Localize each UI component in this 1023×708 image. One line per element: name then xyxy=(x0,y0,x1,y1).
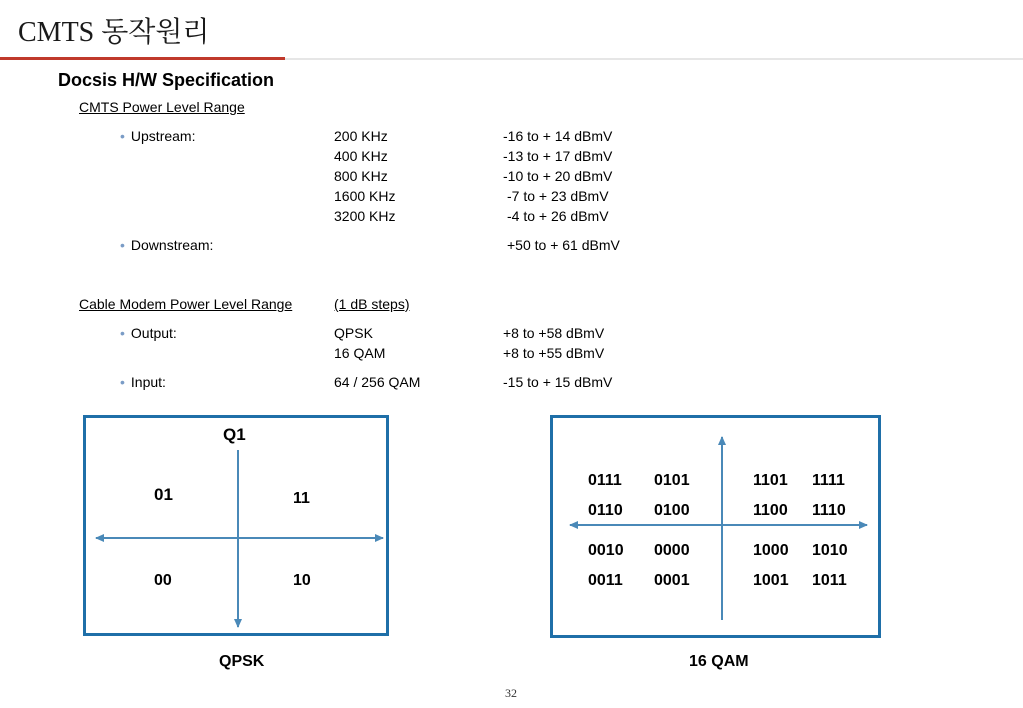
output-bullet: • Output: xyxy=(120,325,177,341)
upstream-freq-2: 800 KHz xyxy=(334,168,388,184)
qpsk-symbol-10: 10 xyxy=(293,572,311,589)
input-label: Input: xyxy=(130,374,166,390)
input-range: -15 to + 15 dBmV xyxy=(503,374,613,390)
qpsk-symbol-01: 01 xyxy=(154,485,173,504)
qam16-symbol: 0011 xyxy=(588,572,623,589)
slide-title: CMTS 동작원리 xyxy=(18,17,210,48)
input-mod: 64 / 256 QAM xyxy=(334,374,421,390)
modem-steps-label: (1 dB steps) xyxy=(334,296,410,312)
qam16-symbol: 1110 xyxy=(812,502,846,519)
output-range-0: +8 to +58 dBmV xyxy=(503,325,605,341)
qam16-caption: 16 QAM xyxy=(689,653,749,670)
upstream-range-1: -13 to + 17 dBmV xyxy=(503,148,613,164)
qam16-symbol: 1111 xyxy=(812,472,845,489)
output-range-1: +8 to +55 dBmV xyxy=(503,345,605,361)
modem-power-range-label: Cable Modem Power Level Range xyxy=(79,296,293,312)
upstream-freq-0: 200 KHz xyxy=(334,128,388,144)
qpsk-caption: QPSK xyxy=(219,653,265,670)
qam16-symbol: 0111 xyxy=(588,472,622,489)
section-heading: Docsis H/W Specification xyxy=(58,70,275,90)
qam16-symbol: 0001 xyxy=(654,572,690,589)
downstream-range: +50 to + 61 dBmV xyxy=(507,237,620,253)
qpsk-q1-label: Q1 xyxy=(223,425,246,444)
qpsk-symbol-00: 00 xyxy=(154,572,172,589)
output-mod-0: QPSK xyxy=(334,325,373,341)
qam16-symbol: 1101 xyxy=(753,472,788,489)
upstream-freq-1: 400 KHz xyxy=(334,148,388,164)
qam16-symbol: 1000 xyxy=(753,542,789,559)
upstream-label: Upstream: xyxy=(130,128,196,144)
qam16-symbol: 1100 xyxy=(753,502,788,519)
qam16-symbol: 0000 xyxy=(654,542,690,559)
upstream-range-2: -10 to + 20 dBmV xyxy=(503,168,613,184)
upstream-range-4: -4 to + 26 dBmV xyxy=(507,208,609,224)
upstream-freq-3: 1600 KHz xyxy=(334,188,396,204)
input-bullet: • Input: xyxy=(120,374,166,390)
qam16-symbol: 0110 xyxy=(588,502,623,519)
downstream-label: Downstream: xyxy=(130,237,214,253)
qam16-symbol: 0100 xyxy=(654,502,690,519)
downstream-bullet: • Downstream: xyxy=(120,237,214,253)
upstream-freq-4: 3200 KHz xyxy=(334,208,396,224)
page-number: 32 xyxy=(505,686,517,700)
qam16-symbol: 1011 xyxy=(812,572,847,589)
qam16-symbol: 1010 xyxy=(812,542,848,559)
qpsk-symbol-11: 11 xyxy=(293,490,310,507)
output-label: Output: xyxy=(130,325,177,341)
upstream-bullet: • Upstream: xyxy=(120,128,196,144)
cmts-power-range-label: CMTS Power Level Range xyxy=(79,99,245,115)
qam16-symbol: 0010 xyxy=(588,542,624,559)
output-mod-1: 16 QAM xyxy=(334,345,386,361)
upstream-range-0: -16 to + 14 dBmV xyxy=(503,128,613,144)
qam16-symbol: 0101 xyxy=(654,472,690,489)
qam16-symbol: 1001 xyxy=(753,572,789,589)
upstream-range-3: -7 to + 23 dBmV xyxy=(507,188,609,204)
